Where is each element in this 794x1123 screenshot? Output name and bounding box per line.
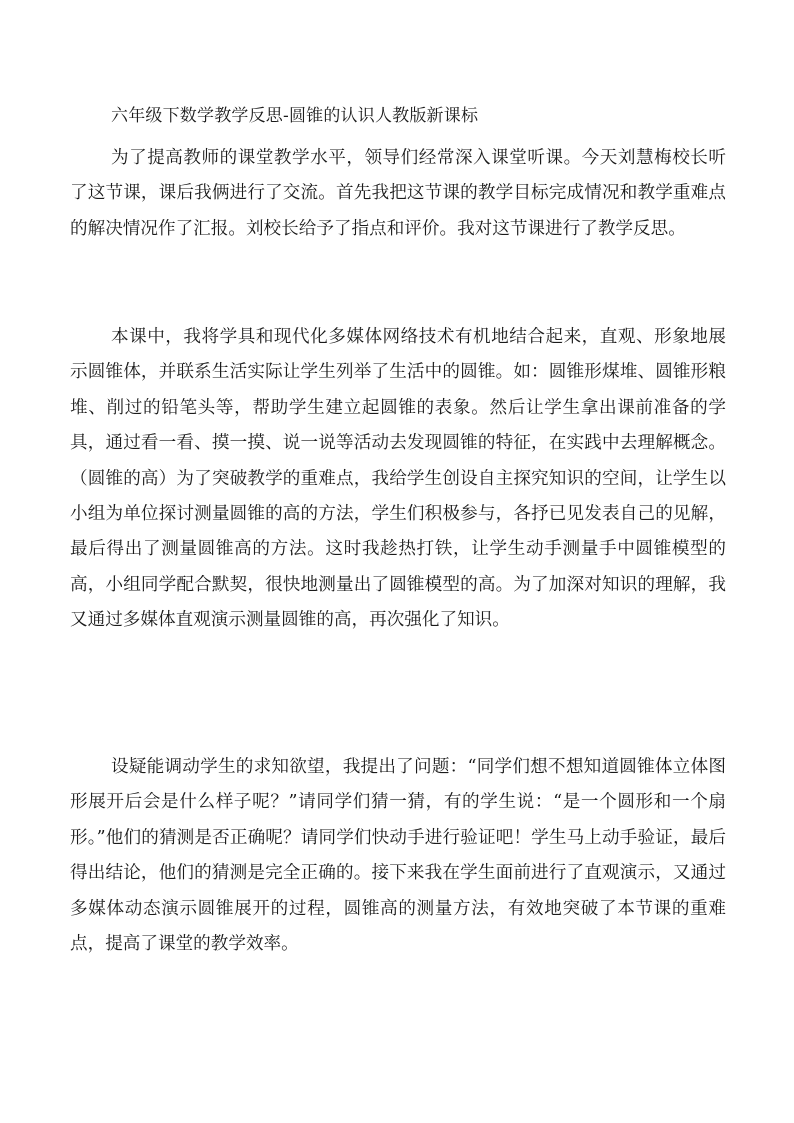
paragraph-intro: 为了提高教师的课堂教学水平，领导们经常深入课堂听课。今天刘慧梅校长听了这节课，课后我俩进行了交流。首先我把这节课的教学目标完成情况和教学重难点的解决情况作了汇报。刘校长给予了指点和评价。我对这节课进行了教学反思。 xyxy=(70,148,726,239)
paragraph-questioning: 设疑能调动学生的求知欲望，我提出了问题：“同学们想不想知道圆锥体立体图形展开后会是什么样子呢？”请同学们猜一猜，有的学生说：“是一个圆形和一个扇形。”他们的猜测是否正确呢？请同学们快动手进行验证吧！学生马上动手验证，最后得出结论，他们的猜测是完全正确的。接下来我在学生面前进行了直观演示，又通过多媒体动态演示圆锥展开的过程，圆锥高的测量方法，有效地突破了本节课的重难点，提高了课堂的教学效率。 xyxy=(70,757,726,955)
paragraph-teaching-process: 本课中，我将学具和现代化多媒体网络技术有机地结合起来，直观、形象地展示圆锥体，并联系生活实际让学生列举了生活中的圆锥。如：圆锥形煤堆、圆锥形粮堆、削过的铅笔头等，帮助学生建立起圆锥的表象。然后让学生拿出课前准备的学具，通过看一看、摸一摸、说一说等活动去发现圆锥的特征，在实践中去理解概念。（圆锥的高）为了突破教学的重难点，我给学生创设自主探究知识的空间，让学生以小组为单位探讨测量圆锥的高的方法，学生们积极参与，各抒已见发表自己的见解，最后得出了测量圆锥高的方法。这时我趁热打铁，让学生动手测量手中圆锥模型的高，小组同学配合默契，很快地测量出了圆锥模型的高。为了加深对知识的理解，我又通过多媒体直观演示测量圆锥的高，再次强化了知识。 xyxy=(70,327,726,631)
document-title: 六年级下数学教学反思-圆锥的认识人教版新课标 xyxy=(111,106,479,126)
